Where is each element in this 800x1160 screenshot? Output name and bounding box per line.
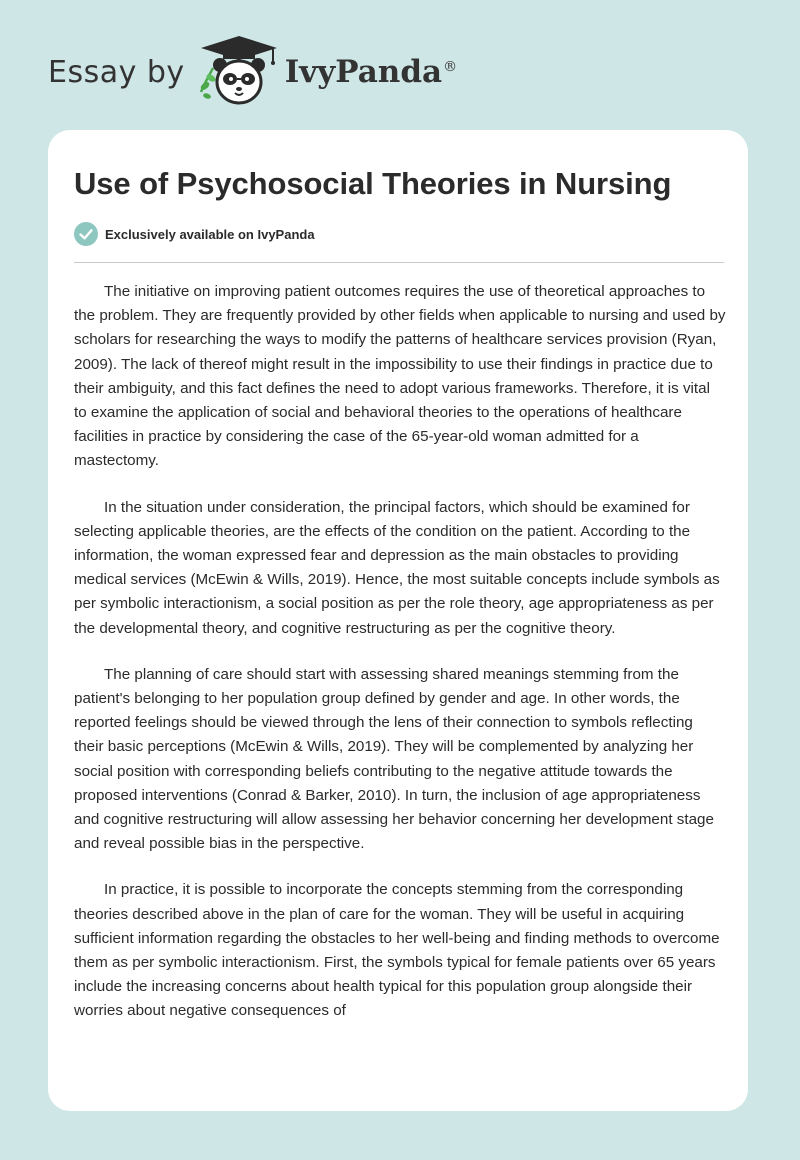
divider bbox=[74, 262, 724, 263]
brand-name: IvyPanda® bbox=[284, 54, 458, 90]
essay-card bbox=[48, 130, 748, 1111]
brand-prefix: Essay by bbox=[48, 54, 185, 90]
check-circle-icon bbox=[74, 222, 98, 246]
exclusive-badge bbox=[74, 222, 315, 246]
essay-body bbox=[74, 280, 726, 1046]
paragraph: The initiative on improving patient outcomes requires the use of theoretical approaches to the problem. They are frequently provided by other fields when applicable to nursing and used by scholars for researching the ways to modify the patterns of healthcare services provision (Ryan, 2009). The lack of thereof might result in the impossibility to use their findings in practice due to their ambiguity, and this fact defines the need to adopt various frameworks. Therefore, it is vital to examine the application of social and behavioral theories to the operations of healthcare facilities in practice by considering the case of the 65-year-old woman admitted for a mastectomy. bbox=[74, 283, 726, 470]
panda-graduate-icon bbox=[193, 34, 285, 110]
page-title: Use of Psychosocial Theories in Nursing bbox=[74, 166, 672, 201]
exclusive-label: Exclusively available on IvyPanda bbox=[105, 226, 315, 242]
brand-header[interactable] bbox=[48, 34, 457, 110]
paragraph: The planning of care should start with assessing shared meanings stemming from the patient's belonging to her population group defined by gender and age. In other words, the reported feelings should be viewed through the lens of their connection to symbols reflecting their basic perceptions (McEwin & Wills, 2019). They will be complemented by analyzing her social position with corresponding beliefs contributing to the negative attitude towards the proposed interventions (Conrad & Barker, 2010). In turn, the inclusion of age appropriateness and cognitive restructuring will allow assessing her behavior concerning her development stage and reveal possible bias in the perspective. bbox=[74, 665, 714, 853]
paragraph: In practice, it is possible to incorporate the concepts stemming from the corresponding theories described above in the plan of care for the woman. They will be useful in acquiring sufficient information regarding the obstacles to her well-being and finding methods to overcome them as per symbolic interactionism. First, the symbols typical for female patients over 65 years include the increasing concerns about health typical for this population group alongside their worries about negative consequences of bbox=[74, 881, 720, 1020]
registered-mark: ® bbox=[443, 58, 458, 75]
paragraph: In the situation under consideration, the principal factors, which should be examined for selecting applicable theories, are the effects of the condition on the patient. According to the information, the woman expressed fear and depression as the main obstacles to providing medical services (McEwin & Wills, 2019). Hence, the most suitable concepts include symbols as per symbolic interactionism, a social position as per the role theory, age appropriateness as per the developmental theory, and cognitive restructuring as per the cognitive theory. bbox=[74, 498, 720, 637]
